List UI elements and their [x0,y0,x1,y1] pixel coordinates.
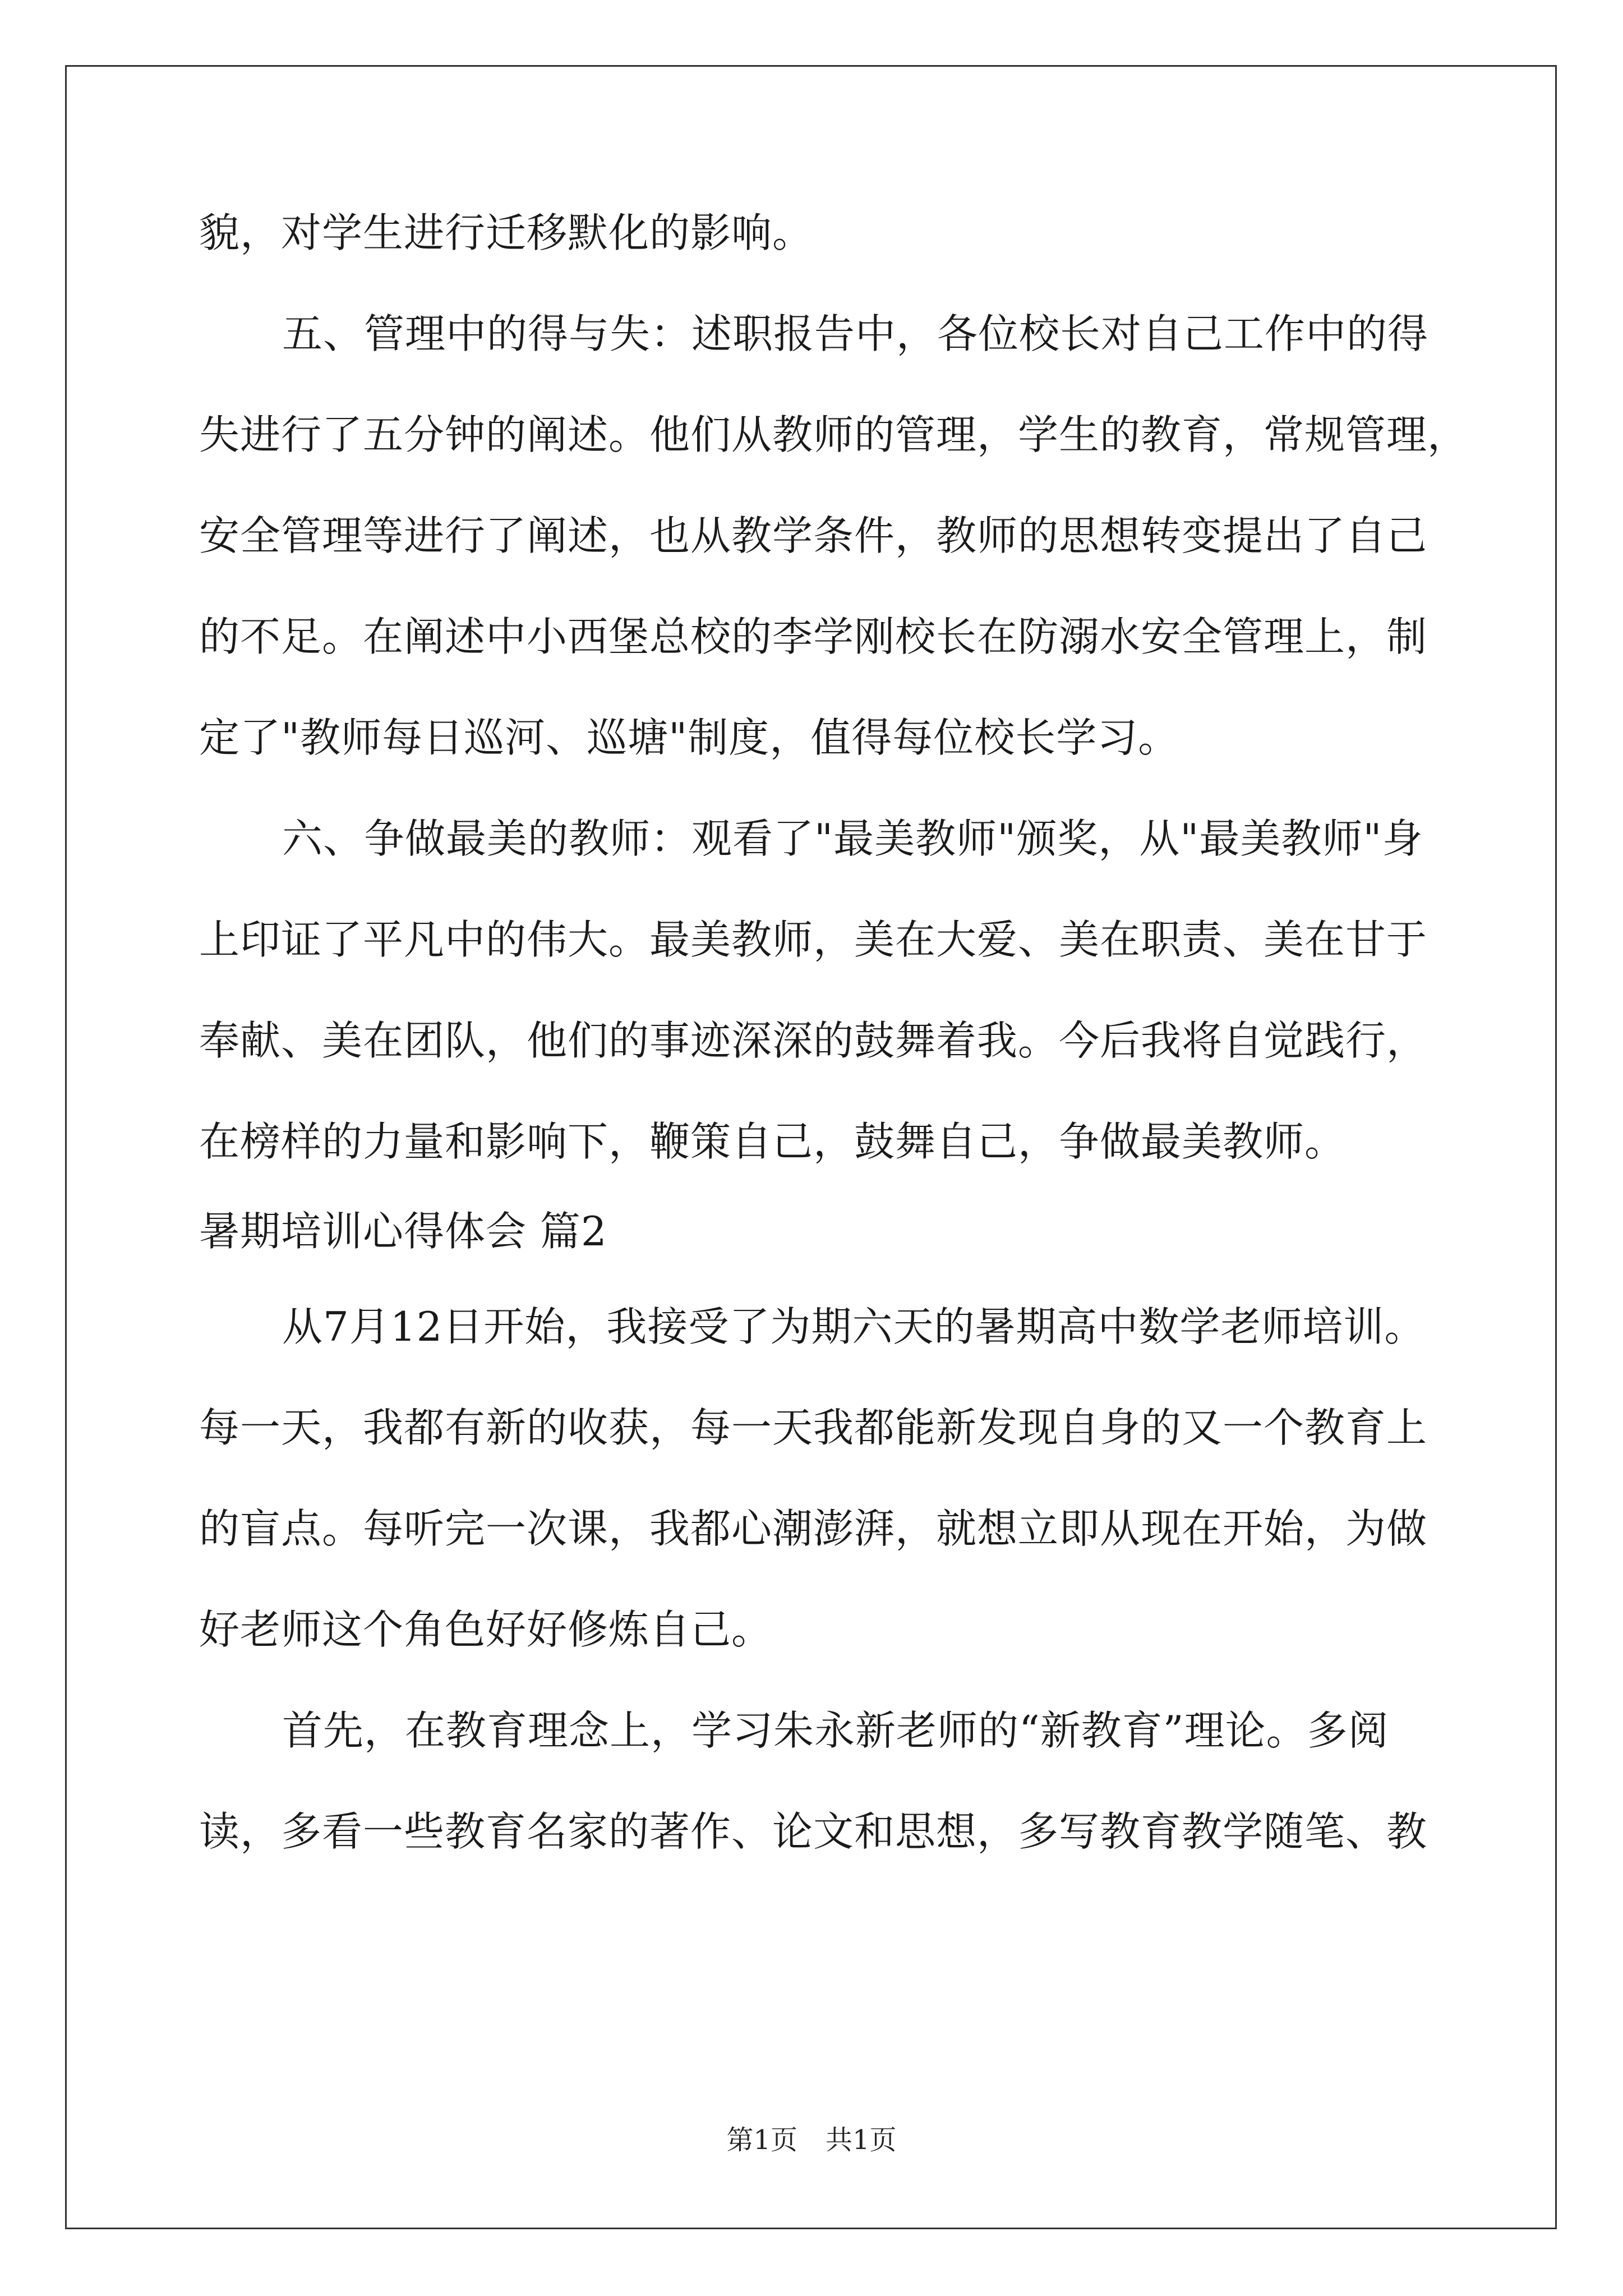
text-line: 的不足。在阐述中小西堡总校的李学刚校长在防溺水安全管理上，制 [199,613,1428,660]
text-line: 失进行了五分钟的阐述。他们从教师的管理，学生的教育，常规管理， [199,411,1469,458]
paragraph-start-line: 五、管理中的得与失：述职报告中，各位校长对自己工作中的得 [282,310,1429,357]
text-line: 定了"教师每日巡河、巡塘"制度，值得每位校长学习。 [199,714,1179,761]
text-line: 在榜样的力量和影响下，鞭策自己，鼓舞自己，争做最美教师。 [199,1118,1346,1165]
section-heading: 暑期培训心得体会 篇2 [199,1208,607,1255]
page-number-current: 第1页 [726,2124,797,2156]
text-line: 奉献、美在团队，他们的事迹深深的鼓舞着我。今后我将自觉践行， [199,1017,1428,1064]
page-footer [0,2123,1623,2157]
paragraph-start-line: 六、争做最美的教师：观看了"最美教师"颁奖，从"最美教师"身 [282,815,1423,862]
paragraph-start-line: 从7月12日开始，我接受了为期六天的暑期高中数学老师培训。 [282,1303,1426,1350]
text-line: 好老师这个角色好好修炼自己。 [199,1606,773,1653]
paragraph-start-line: 首先，在教育理念上，学习朱永新老师的“新教育”理论。多阅 [282,1707,1389,1754]
text-line: 安全管理等进行了阐述，也从教学条件，教师的思想转变提出了自己 [199,512,1428,559]
text-line: 每一天，我都有新的收获，每一天我都能新发现自身的又一个教育上 [199,1404,1428,1451]
page-number-total: 共1页 [826,2124,897,2156]
text-line: 上印证了平凡中的伟大。最美教师，美在大爱、美在职责、美在甘于 [199,916,1428,963]
text-line: 读，多看一些教育名家的著作、论文和思想，多写教育教学随笔、教 [199,1808,1428,1855]
text-line: 的盲点。每听完一次课，我都心潮澎湃，就想立即从现在开始，为做 [199,1505,1428,1552]
text-line: 貌，对学生进行迁移默化的影响。 [199,209,814,256]
